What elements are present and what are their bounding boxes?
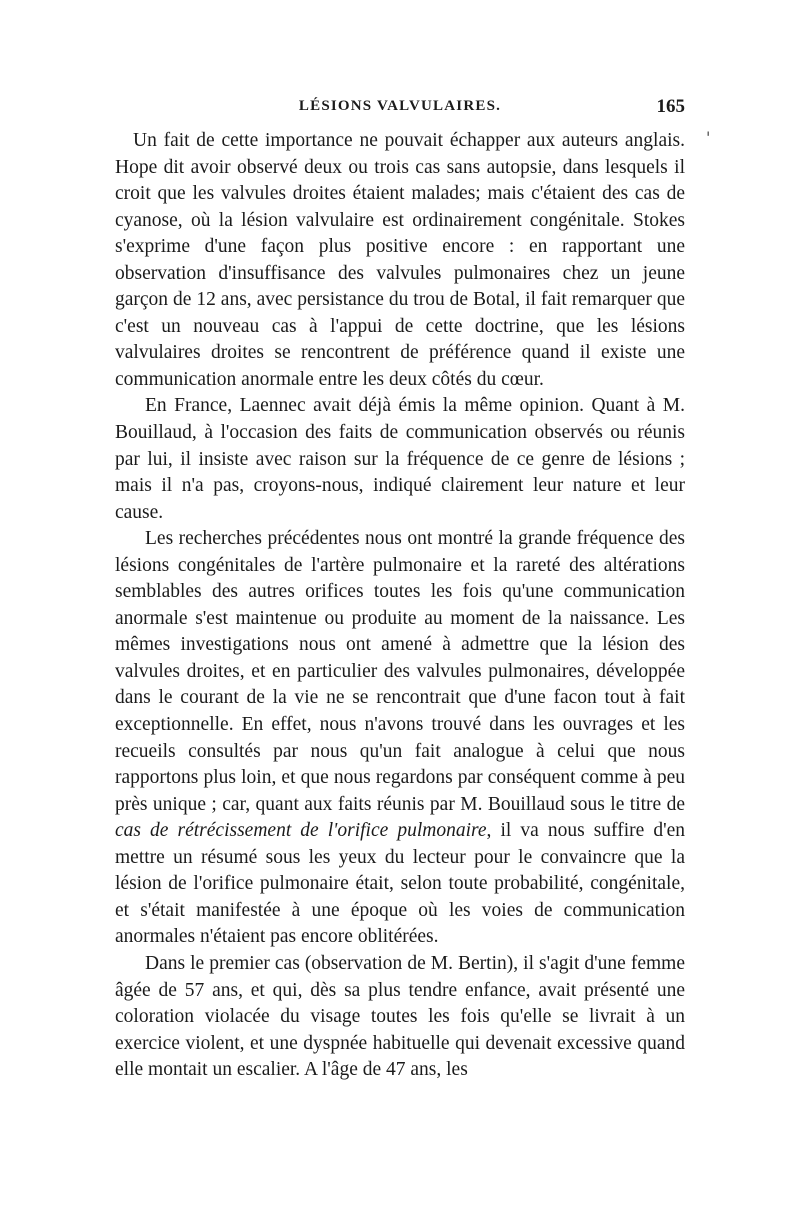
paragraph-hope-stokes: Un fait de cette importance ne pouvait échapper aux auteurs anglais. Hope dit avoir observé deux ou trois cas sans autopsie, dans lesquels il croit que les valvules droites étaient malades; mais c'étaient des cas de cyanose, où la lésion valvulaire est ordinairement congénitale. Stokes s'exprime d'une façon plus positive encore : en rapportant une observation d'insuffisance des valvules pulmonaires chez un jeune garçon de 12 ans, avec persistance du trou de Botal, il fait remarquer que c'est un nouveau cas à l'appui de cette doctrine, que les lésions valvulaires droites se rencontrent de préférence quand il existe une communication anormale entre les deux côtés du cœur. [115,130,685,390]
italic-title-retrecissement: cas de rétrécissement de l'orifice pulmonaire [115,820,487,842]
paragraph-laennec-bouillaud: En France, Laennec avait déjà émis la même opinion. Quant à M. Bouillaud, à l'occasion des faits de communication observés ou réunis par lui, il insiste avec raison sur la fréquence de ce genre de lésions ; mais il n'a pas, croyons-nous, indiqué clairement leur nature et leur cause. [115,395,685,523]
running-title: LÉSIONS VALVULAIRES. [298,98,502,114]
paragraph-recherches [115,526,685,951]
page-number: 165 [656,96,685,117]
body-text [115,128,685,1084]
paragraph-recherches-text-after: , il va nous suffire d'en mettre un résumé sous les yeux du lecteur pour le convaincre que la lésion de l'orifice pulmonaire était, selon toute probabilité, congénitale, et s'était manifestée à une époque où les voies de communication anormales n'étaient pas encore oblitérées. [115,820,685,948]
paragraph-recherches-text-before: Les recherches précédentes nous ont montré la grande fréquence des lésions congénitales de l'artère pulmonaire et la rareté des altérations semblables des autres orifices toutes les fois qu'une communication anormale s'est maintenue ou produite au moment de la naissance. Les mêmes investigations nous ont amené à admettre que la lésion des valvules droites, et en particulier des valvules pulmonaires, développée dans le courant de la vie ne se rencontrait que d'une facon tout à fait exceptionnelle. En effet, nous n'avons trouvé dans les ouvrages et les recueils consultés par nous qu'un fait analogue à celui que nous rapportons plus loin, et que nous regardons par conséquent comme à peu près unique ; car, quant aux faits réunis par M. Bouillaud sous le titre de [115,528,685,815]
running-head [115,98,685,122]
paragraph-bertin-case: Dans le premier cas (observation de M. Bertin), il s'agit d'une femme âgée de 57 ans, et qui, dès sa plus tendre enfance, avait présenté une coloration violacée du visage toutes les fois qu'elle se livrait à un exercice violent, et une dyspnée habituelle qui devenait excessive quand elle montait un escalier. A l'âge de 47 ans, les [115,952,685,1081]
margin-mark: ' [706,128,711,147]
